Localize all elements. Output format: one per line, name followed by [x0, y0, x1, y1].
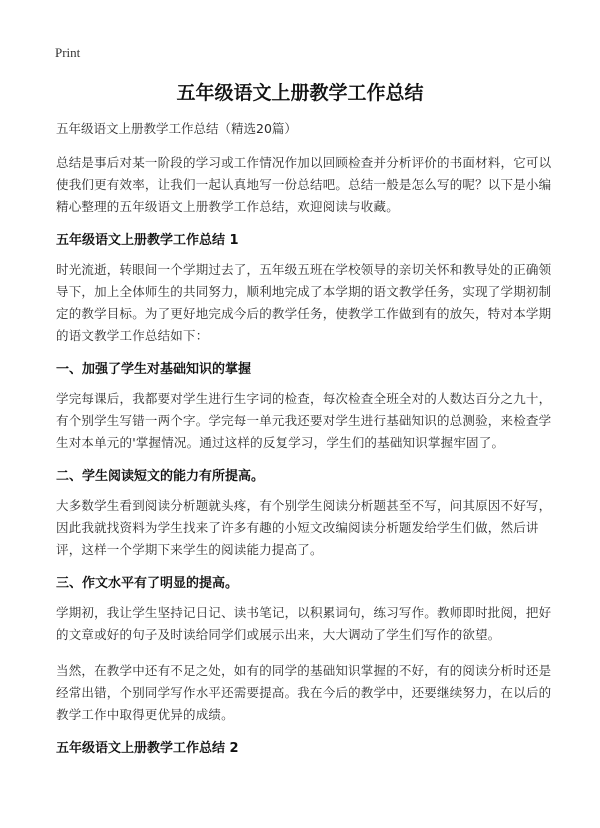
point-2-paragraph: 大多数学生看到阅读分析题就头疼，有个别学生阅读分析题甚至不写，问其原因不好写，因此我就找资料为学生找来了许多有趣的小短文改编阅读分析题发给学生们做，然后讲评，这样一个学期下来学生的阅读能力提高了。 [56, 498, 552, 557]
section-1-paragraph: 时光流逝，转眼间一个学期过去了，五年级五班在学校领导的亲切关怀和教导处的正确领导下，加上全体师生的共同努力，顺利地完成了本学期的语文教学任务，实现了学期初制定的教学目标。为了更好地完成今后的教学任务，使教学工作做到有的放矢，特对本学期的语文教学工作总结如下： [56, 262, 552, 343]
point-3-paragraph: 学期初，我让学生坚持记日记、读书笔记，以积累词句，练习写作。教师即时批阅，把好的文章或好的句子及时读给同学们或展示出来，大大调动了学生们写作的欲望。 [56, 605, 552, 642]
point-1-heading: 一、加强了学生对基础知识的掌握 [56, 362, 252, 377]
closing-paragraph: 当然，在教学中还有不足之处，如有的同学的基础知识掌握的不好，有的阅读分析时还是经常出错，个别同学写作水平还需要提高。我在今后的教学中，还要继续努力，在以后的教学工作中取得更优异的成绩。 [56, 663, 552, 722]
intro-paragraph: 总结是事后对某一阶段的学习或工作情况作加以回顾检查并分析评价的书面材料，它可以使我们更有效率，让我们一起认真地写一份总结吧。总结一般是怎么写的呢？以下是小编精心整理的五年级语文上册教学工作总结，欢迎阅读与收藏。 [56, 155, 552, 214]
print-link[interactable]: Print [55, 45, 81, 60]
point-3-heading: 三、作文水平有了明显的提高。 [56, 576, 239, 591]
section-1-heading: 五年级语文上册教学工作总结 1 [56, 233, 239, 248]
section-2-heading: 五年级语文上册教学工作总结 2 [56, 741, 239, 756]
article-subtitle: 五年级语文上册教学工作总结（精选20篇） [56, 121, 297, 136]
article-body [56, 120, 552, 758]
page-title: 五年级语文上册教学工作总结 [176, 82, 424, 104]
point-1-paragraph: 学完每课后，我都要对学生进行生字词的检查，每次检查全班全对的人数达百分之九十，有个别学生写错一两个字。学完每一单元我还要对学生进行基础知识的总测验，来检查学生对本单元的'掌握情况。通过这样的反复学习，学生们的基础知识掌握牢固了。 [56, 391, 552, 450]
point-2-heading: 二、学生阅读短文的能力有所提高。 [56, 469, 265, 484]
